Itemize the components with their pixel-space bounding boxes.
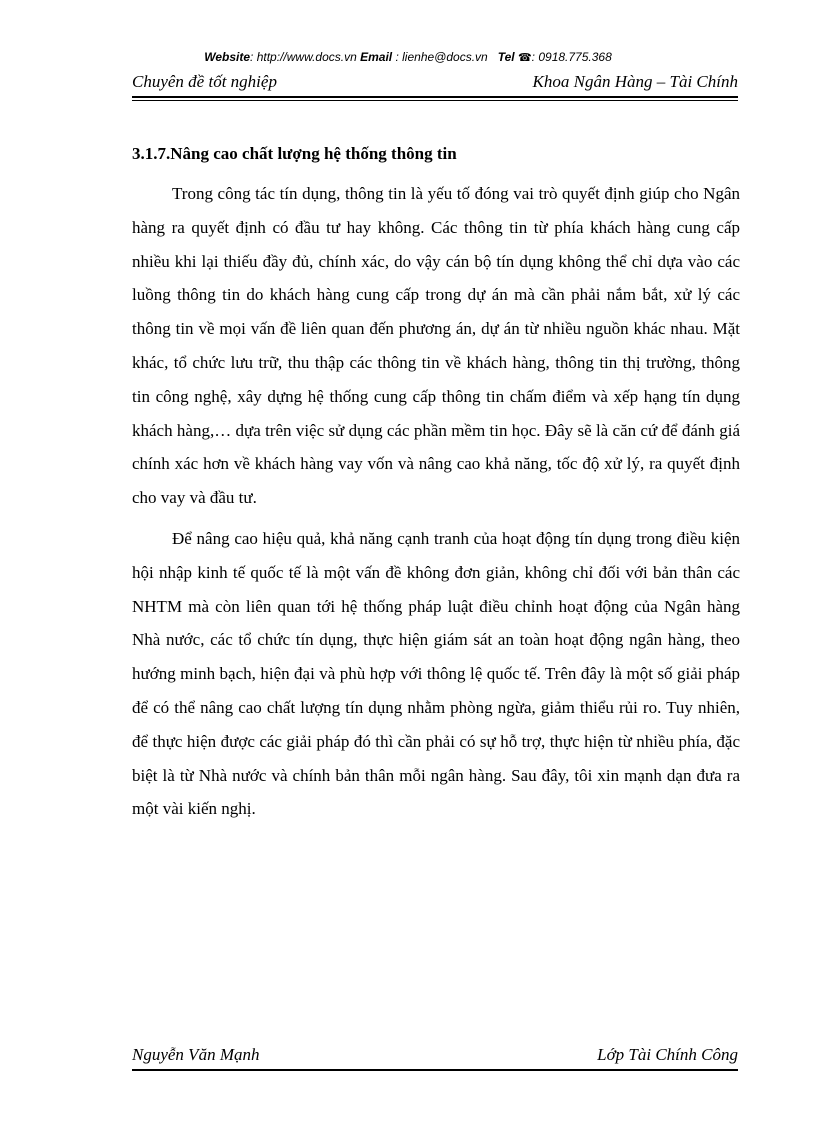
website-label: Website [204, 50, 251, 64]
footer-class: Lớp Tài Chính Công [597, 1045, 738, 1064]
page-footer [132, 1045, 738, 1071]
paragraph-1: Trong công tác tín dụng, thông tin là yếu tố đóng vai trò quyết định giúp cho Ngân hàng ra quyết định có đầu tư hay không. Các thông tin từ phía khách hàng cung cấp nhiều khi lại thiếu đầy đủ, chính xác, do vậy cán bộ tín dụng không thể chỉ dựa vào các luồng thông tin do khách hàng cung cấp trong dự án mà cần phải nắm bắt, xử lý các thông tin về mọi vấn đề liên quan đến phương án, dự án từ nhiều nguồn khác nhau. Mặt khác, tổ chức lưu trữ, thu thập các thông tin về khách hàng, thông tin thị trường, thông tin công nghệ, xây dựng hệ thống cung cấp thông tin chấm điểm và xếp hạng tín dụng khách hàng,… dựa trên việc sử dụng các phần mềm tin học. Đây sẽ là căn cứ để đánh giá chính xác hơn về khách hàng vay vốn và nâng cao khả năng, tốc độ xử lý, ra quyết định cho vay và đầu tư. [132, 184, 740, 508]
footer-author: Nguyễn Văn Mạnh [132, 1045, 260, 1064]
paragraph-2: Để nâng cao hiệu quả, khả năng cạnh tranh của hoạt động tín dụng trong điều kiện hội nhập kinh tế quốc tế là một vấn đề không đơn giản, không chỉ đối với bản thân các NHTM mà còn liên quan tới hệ thống pháp luật điều chỉnh hoạt động của Ngân hàng Nhà nước, các tổ chức tín dụng, thực hiện giám sát an toàn hoạt động ngân hàng, theo hướng minh bạch, hiện đại và phù hợp với thông lệ quốc tế. Trên đây là một số giải pháp để có thể nâng cao chất lượng tín dụng nhằm phòng ngừa, giảm thiểu rủi ro. Tuy nhiên, để thực hiện được các giải pháp đó thì cần phải có sự hỗ trợ, thực hiện từ nhiều phía, đặc biệt là từ Nhà nước và chính bản thân mỗi ngân hàng. Sau đây, tôi xin mạnh dạn đưa ra một vài kiến nghị. [132, 528, 740, 819]
tel-value: : 0918.775.368 [531, 50, 612, 64]
email-label: Email [360, 50, 393, 64]
email-value: : lienhe@docs.vn [395, 50, 488, 64]
page-content [132, 141, 740, 833]
phone-icon: ☎ [517, 52, 532, 64]
page-header [132, 72, 738, 98]
header-right-text: Khoa Ngân Hàng – Tài Chính [532, 72, 738, 91]
document-topbar [0, 50, 816, 64]
header-left-text: Chuyên đề tốt nghiệp [132, 72, 277, 91]
tel-label: Tel [497, 50, 515, 64]
website-value: : http://www.docs.vn [250, 50, 357, 64]
section-heading: 3.1.7.Nâng cao chất lượng hệ thống thông tin [132, 144, 457, 163]
